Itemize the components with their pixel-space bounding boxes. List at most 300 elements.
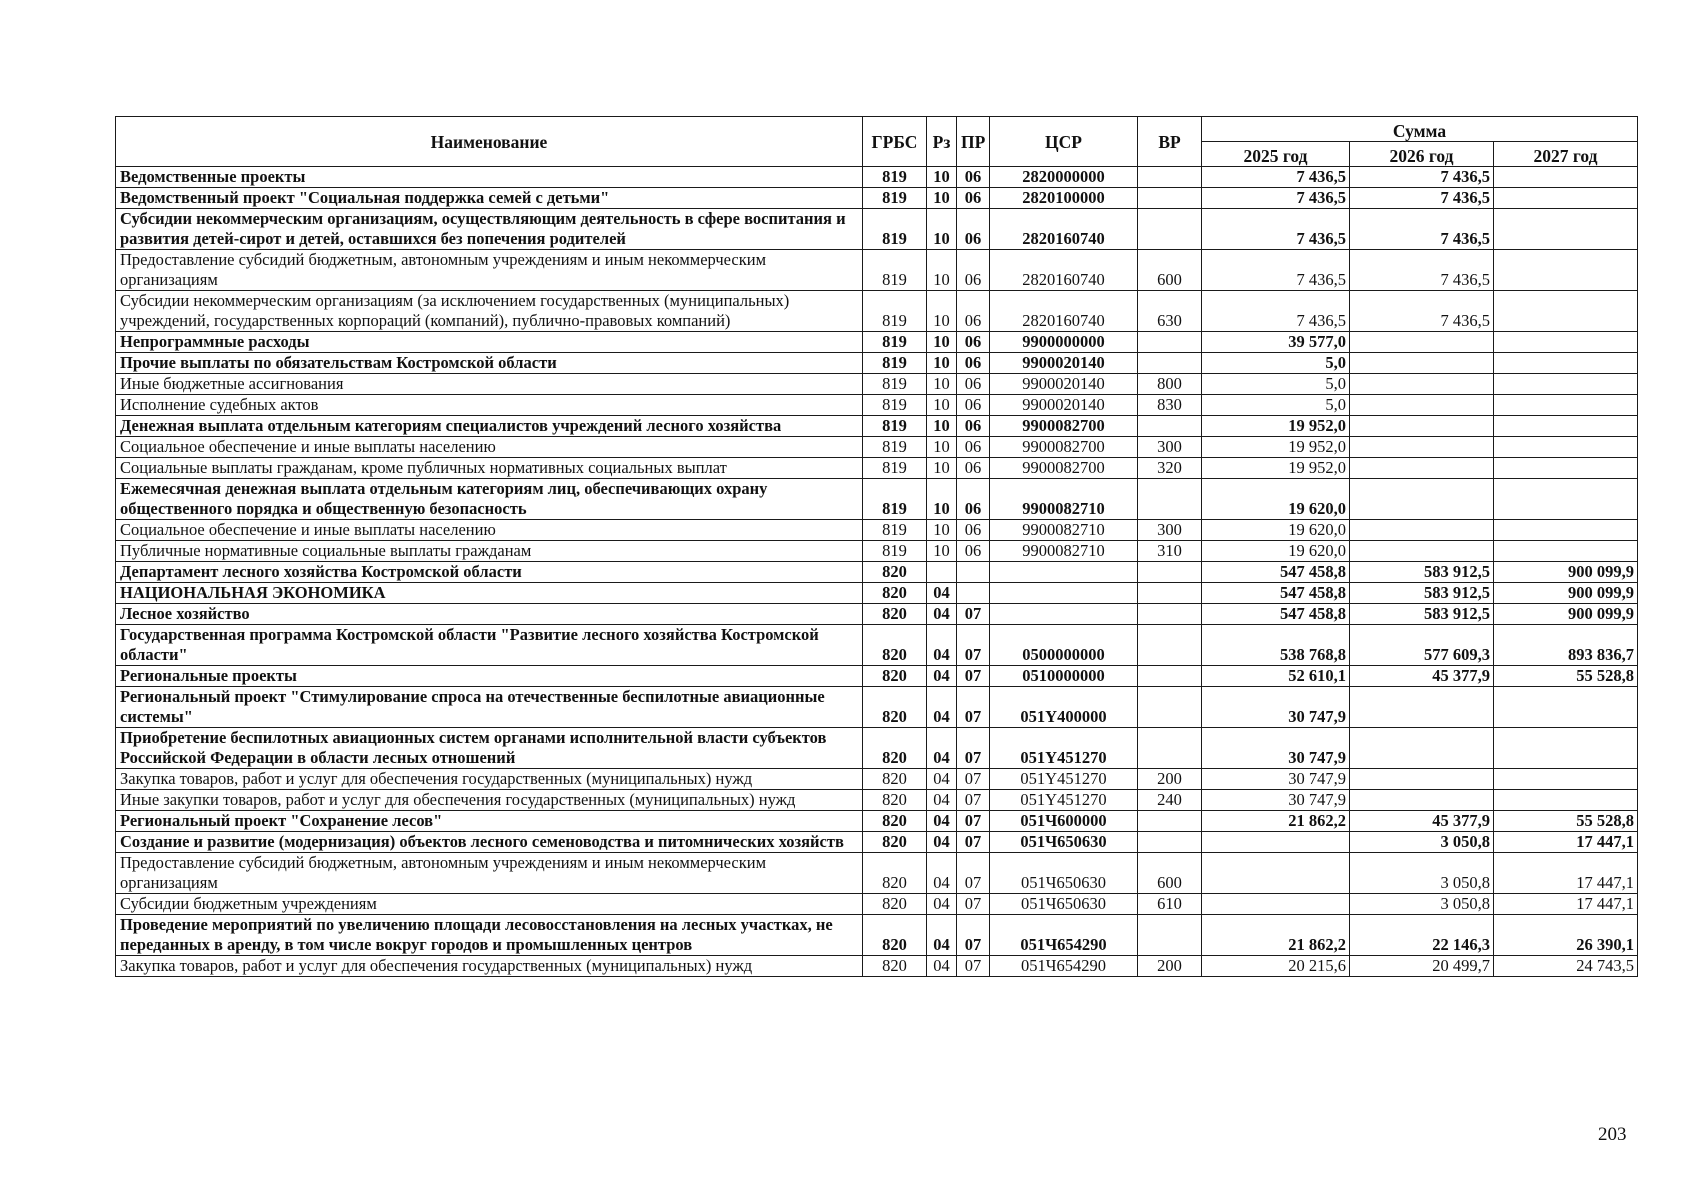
cell-name: Социальное обеспечение и иные выплаты населению: [116, 520, 863, 541]
cell-2025: [1202, 894, 1350, 915]
cell-name: Субсидии бюджетным учреждениям: [116, 894, 863, 915]
cell-2027: 26 390,1: [1494, 915, 1638, 956]
cell-2027: [1494, 353, 1638, 374]
cell-vr: 600: [1138, 853, 1202, 894]
cell-pr: 07: [957, 853, 990, 894]
cell-rz: 04: [927, 853, 957, 894]
page-number: 203: [1598, 1124, 1627, 1145]
cell-2025: [1202, 832, 1350, 853]
cell-grbs: 819: [863, 209, 927, 250]
cell-csr: 051Ч654290: [990, 915, 1138, 956]
cell-pr: 07: [957, 790, 990, 811]
cell-pr: 06: [957, 520, 990, 541]
cell-2026: 22 146,3: [1350, 915, 1494, 956]
cell-grbs: 819: [863, 416, 927, 437]
cell-2025: 21 862,2: [1202, 915, 1350, 956]
cell-2025: 5,0: [1202, 374, 1350, 395]
cell-pr: 06: [957, 332, 990, 353]
cell-name: Закупка товаров, работ и услуг для обеспечения государственных (муниципальных) нужд: [116, 769, 863, 790]
cell-pr: 06: [957, 479, 990, 520]
cell-2026: [1350, 374, 1494, 395]
header-rz: Рз: [927, 117, 957, 167]
cell-name: Предоставление субсидий бюджетным, автономным учреждениям и иным некоммерческим организациям: [116, 250, 863, 291]
table-row: [116, 790, 1638, 811]
cell-name: Ежемесячная денежная выплата отдельным категориям лиц, обеспечивающих охрану общественного порядка и общественную безопасность: [116, 479, 863, 520]
cell-2026: 45 377,9: [1350, 666, 1494, 687]
cell-vr: 300: [1138, 520, 1202, 541]
cell-rz: 04: [927, 583, 957, 604]
cell-2026: [1350, 541, 1494, 562]
cell-csr: 9900082700: [990, 416, 1138, 437]
cell-rz: 10: [927, 353, 957, 374]
cell-2025: 21 862,2: [1202, 811, 1350, 832]
header-year-2026: 2026 год: [1350, 142, 1494, 167]
cell-2025: 19 620,0: [1202, 479, 1350, 520]
cell-pr: 06: [957, 209, 990, 250]
cell-vr: [1138, 583, 1202, 604]
cell-2026: 3 050,8: [1350, 832, 1494, 853]
table-row: [116, 479, 1638, 520]
cell-pr: 06: [957, 374, 990, 395]
cell-rz: 04: [927, 956, 957, 977]
cell-vr: 630: [1138, 291, 1202, 332]
cell-grbs: 820: [863, 853, 927, 894]
cell-csr: 051Y451270: [990, 769, 1138, 790]
cell-rz: 10: [927, 395, 957, 416]
cell-2027: [1494, 479, 1638, 520]
cell-2026: 7 436,5: [1350, 209, 1494, 250]
table-header: [116, 117, 1638, 167]
cell-name: Субсидии некоммерческим организациям (за исключением государственных (муниципальных) учреждений, государственных корпораций (компаний), публично-правовых компаний): [116, 291, 863, 332]
cell-rz: 10: [927, 458, 957, 479]
cell-2026: 3 050,8: [1350, 853, 1494, 894]
cell-vr: [1138, 416, 1202, 437]
table-row: [116, 209, 1638, 250]
cell-2027: [1494, 541, 1638, 562]
cell-2026: 577 609,3: [1350, 625, 1494, 666]
cell-name: Государственная программа Костромской области "Развитие лесного хозяйства Костромской области": [116, 625, 863, 666]
cell-csr: 051Ч650630: [990, 894, 1138, 915]
cell-vr: 830: [1138, 395, 1202, 416]
table-row: [116, 853, 1638, 894]
cell-2025: 19 952,0: [1202, 416, 1350, 437]
cell-csr: 051Y451270: [990, 790, 1138, 811]
cell-name: Проведение мероприятий по увеличению площади лесовосстановления на лесных участках, не переданных в аренду, в том числе вокруг городов и промышленных центров: [116, 915, 863, 956]
cell-rz: 10: [927, 332, 957, 353]
cell-2025: 7 436,5: [1202, 188, 1350, 209]
cell-name: Социальные выплаты гражданам, кроме публичных нормативных социальных выплат: [116, 458, 863, 479]
cell-vr: [1138, 479, 1202, 520]
cell-2027: [1494, 687, 1638, 728]
cell-csr: [990, 604, 1138, 625]
cell-csr: 9900020140: [990, 374, 1138, 395]
cell-vr: [1138, 353, 1202, 374]
cell-name: Иные бюджетные ассигнования: [116, 374, 863, 395]
cell-2027: [1494, 209, 1638, 250]
cell-2026: [1350, 790, 1494, 811]
table-row: [116, 915, 1638, 956]
cell-name: НАЦИОНАЛЬНАЯ ЭКОНОМИКА: [116, 583, 863, 604]
cell-pr: 06: [957, 437, 990, 458]
cell-csr: 051Y400000: [990, 687, 1138, 728]
budget-table: [115, 116, 1638, 977]
cell-vr: [1138, 625, 1202, 666]
cell-2026: 7 436,5: [1350, 291, 1494, 332]
cell-rz: 10: [927, 437, 957, 458]
table-row: [116, 583, 1638, 604]
cell-rz: 10: [927, 291, 957, 332]
table-row: [116, 353, 1638, 374]
cell-2027: 893 836,7: [1494, 625, 1638, 666]
cell-name: Прочие выплаты по обязательствам Костромской области: [116, 353, 863, 374]
table-row: [116, 416, 1638, 437]
cell-2025: 538 768,8: [1202, 625, 1350, 666]
cell-pr: 06: [957, 250, 990, 291]
table-row: [116, 562, 1638, 583]
header-year-2027: 2027 год: [1494, 142, 1638, 167]
cell-rz: 04: [927, 894, 957, 915]
cell-rz: 04: [927, 915, 957, 956]
cell-rz: [927, 562, 957, 583]
cell-name: Исполнение судебных актов: [116, 395, 863, 416]
cell-2026: 7 436,5: [1350, 188, 1494, 209]
cell-2027: 900 099,9: [1494, 604, 1638, 625]
cell-2027: 900 099,9: [1494, 562, 1638, 583]
cell-vr: 320: [1138, 458, 1202, 479]
cell-grbs: 819: [863, 188, 927, 209]
table-row: [116, 769, 1638, 790]
cell-grbs: 819: [863, 353, 927, 374]
cell-grbs: 819: [863, 520, 927, 541]
cell-2027: [1494, 374, 1638, 395]
cell-rz: 10: [927, 188, 957, 209]
cell-name: Региональные проекты: [116, 666, 863, 687]
cell-2026: [1350, 437, 1494, 458]
cell-2026: [1350, 479, 1494, 520]
cell-name: Департамент лесного хозяйства Костромской области: [116, 562, 863, 583]
cell-grbs: 819: [863, 374, 927, 395]
table-body: [116, 167, 1638, 977]
cell-csr: 9900082710: [990, 520, 1138, 541]
cell-2027: 55 528,8: [1494, 666, 1638, 687]
cell-2027: [1494, 167, 1638, 188]
cell-vr: 600: [1138, 250, 1202, 291]
cell-rz: 04: [927, 666, 957, 687]
cell-2026: 7 436,5: [1350, 167, 1494, 188]
table-row: [116, 188, 1638, 209]
table-row: [116, 458, 1638, 479]
cell-pr: 06: [957, 167, 990, 188]
cell-grbs: 819: [863, 458, 927, 479]
cell-2027: [1494, 437, 1638, 458]
cell-2026: [1350, 769, 1494, 790]
header-csr: ЦСР: [990, 117, 1138, 167]
cell-csr: 051Ч650630: [990, 832, 1138, 853]
cell-rz: 04: [927, 687, 957, 728]
cell-grbs: 820: [863, 832, 927, 853]
cell-2026: 583 912,5: [1350, 583, 1494, 604]
cell-2025: 547 458,8: [1202, 583, 1350, 604]
cell-csr: 2820160740: [990, 250, 1138, 291]
cell-2025: 7 436,5: [1202, 209, 1350, 250]
cell-name: Публичные нормативные социальные выплаты гражданам: [116, 541, 863, 562]
cell-csr: 0500000000: [990, 625, 1138, 666]
cell-vr: [1138, 915, 1202, 956]
cell-2026: 583 912,5: [1350, 604, 1494, 625]
cell-2027: 900 099,9: [1494, 583, 1638, 604]
cell-grbs: 820: [863, 583, 927, 604]
cell-2025: 30 747,9: [1202, 790, 1350, 811]
cell-grbs: 819: [863, 541, 927, 562]
cell-2026: 583 912,5: [1350, 562, 1494, 583]
cell-name: Социальное обеспечение и иные выплаты населению: [116, 437, 863, 458]
cell-2025: 19 620,0: [1202, 541, 1350, 562]
cell-grbs: 819: [863, 395, 927, 416]
cell-2027: 17 447,1: [1494, 853, 1638, 894]
cell-2025: 547 458,8: [1202, 562, 1350, 583]
cell-pr: 07: [957, 832, 990, 853]
cell-csr: 051Ч654290: [990, 956, 1138, 977]
table-row: [116, 291, 1638, 332]
table-row: [116, 687, 1638, 728]
cell-grbs: 820: [863, 790, 927, 811]
cell-name: Лесное хозяйство: [116, 604, 863, 625]
cell-grbs: 819: [863, 250, 927, 291]
cell-2025: 5,0: [1202, 353, 1350, 374]
cell-2025: 19 620,0: [1202, 520, 1350, 541]
cell-vr: 800: [1138, 374, 1202, 395]
cell-csr: 0510000000: [990, 666, 1138, 687]
cell-grbs: 820: [863, 604, 927, 625]
cell-pr: 06: [957, 291, 990, 332]
cell-name: Региональный проект "Сохранение лесов": [116, 811, 863, 832]
cell-vr: [1138, 209, 1202, 250]
cell-pr: 07: [957, 915, 990, 956]
cell-pr: 07: [957, 625, 990, 666]
cell-vr: [1138, 728, 1202, 769]
cell-2025: 20 215,6: [1202, 956, 1350, 977]
cell-csr: 2820100000: [990, 188, 1138, 209]
cell-csr: 2820160740: [990, 291, 1138, 332]
cell-name: Приобретение беспилотных авиационных систем органами исполнительной власти субъектов Российской Федерации в области лесных отношений: [116, 728, 863, 769]
cell-csr: 051Ч650630: [990, 853, 1138, 894]
cell-pr: 06: [957, 541, 990, 562]
header-pr: ПР: [957, 117, 990, 167]
cell-name: Закупка товаров, работ и услуг для обеспечения государственных (муниципальных) нужд: [116, 956, 863, 977]
cell-name: Региональный проект "Стимулирование спроса на отечественные беспилотные авиационные системы": [116, 687, 863, 728]
cell-csr: 9900082700: [990, 437, 1138, 458]
cell-pr: 06: [957, 458, 990, 479]
cell-2026: 7 436,5: [1350, 250, 1494, 291]
table-row: [116, 250, 1638, 291]
cell-rz: 10: [927, 541, 957, 562]
cell-grbs: 819: [863, 479, 927, 520]
cell-2025: [1202, 853, 1350, 894]
cell-rz: 10: [927, 167, 957, 188]
cell-name: Ведомственный проект "Социальная поддержка семей с детьми": [116, 188, 863, 209]
cell-2027: 55 528,8: [1494, 811, 1638, 832]
cell-csr: 051Ч600000: [990, 811, 1138, 832]
header-name: Наименование: [116, 117, 863, 167]
cell-grbs: 820: [863, 625, 927, 666]
cell-2027: [1494, 728, 1638, 769]
cell-grbs: 819: [863, 332, 927, 353]
cell-rz: 04: [927, 832, 957, 853]
cell-2026: [1350, 687, 1494, 728]
cell-pr: 07: [957, 728, 990, 769]
cell-2027: [1494, 332, 1638, 353]
cell-grbs: 820: [863, 956, 927, 977]
cell-pr: 07: [957, 769, 990, 790]
cell-2026: [1350, 416, 1494, 437]
cell-vr: [1138, 811, 1202, 832]
table-row: [116, 541, 1638, 562]
table-row: [116, 894, 1638, 915]
cell-grbs: 820: [863, 915, 927, 956]
cell-grbs: 820: [863, 728, 927, 769]
cell-name: Денежная выплата отдельным категориям специалистов учреждений лесного хозяйства: [116, 416, 863, 437]
table-row: [116, 167, 1638, 188]
cell-2027: 17 447,1: [1494, 832, 1638, 853]
cell-vr: [1138, 188, 1202, 209]
cell-grbs: 820: [863, 687, 927, 728]
table-row: [116, 520, 1638, 541]
header-year-2025: 2025 год: [1202, 142, 1350, 167]
cell-2027: [1494, 458, 1638, 479]
cell-pr: 07: [957, 687, 990, 728]
cell-vr: [1138, 332, 1202, 353]
cell-2027: 24 743,5: [1494, 956, 1638, 977]
cell-pr: 07: [957, 604, 990, 625]
cell-pr: 06: [957, 416, 990, 437]
budget-table-sheet: [115, 116, 1637, 977]
table-row: [116, 374, 1638, 395]
cell-pr: 06: [957, 353, 990, 374]
cell-pr: [957, 562, 990, 583]
header-grbs: ГРБС: [863, 117, 927, 167]
cell-vr: 300: [1138, 437, 1202, 458]
cell-2027: [1494, 188, 1638, 209]
cell-rz: 10: [927, 416, 957, 437]
cell-vr: [1138, 167, 1202, 188]
cell-2027: [1494, 790, 1638, 811]
cell-pr: 07: [957, 666, 990, 687]
cell-2026: 20 499,7: [1350, 956, 1494, 977]
header-vr: ВР: [1138, 117, 1202, 167]
cell-vr: 240: [1138, 790, 1202, 811]
cell-csr: [990, 562, 1138, 583]
cell-name: Непрограммные расходы: [116, 332, 863, 353]
cell-2027: [1494, 416, 1638, 437]
cell-vr: [1138, 687, 1202, 728]
cell-rz: 10: [927, 250, 957, 291]
cell-vr: [1138, 666, 1202, 687]
header-summa: Сумма: [1202, 117, 1638, 142]
table-row: [116, 625, 1638, 666]
cell-2026: [1350, 332, 1494, 353]
cell-2026: 45 377,9: [1350, 811, 1494, 832]
cell-2025: 39 577,0: [1202, 332, 1350, 353]
cell-pr: [957, 583, 990, 604]
table-row: [116, 604, 1638, 625]
cell-grbs: 820: [863, 894, 927, 915]
cell-grbs: 820: [863, 666, 927, 687]
cell-name: Ведомственные проекты: [116, 167, 863, 188]
cell-2026: [1350, 520, 1494, 541]
cell-rz: 04: [927, 604, 957, 625]
cell-grbs: 819: [863, 167, 927, 188]
cell-csr: 9900082700: [990, 458, 1138, 479]
cell-2025: 52 610,1: [1202, 666, 1350, 687]
cell-csr: 9900082710: [990, 541, 1138, 562]
cell-rz: 10: [927, 209, 957, 250]
cell-vr: [1138, 832, 1202, 853]
cell-vr: 200: [1138, 956, 1202, 977]
cell-2025: 547 458,8: [1202, 604, 1350, 625]
cell-rz: 10: [927, 374, 957, 395]
cell-grbs: 820: [863, 811, 927, 832]
cell-vr: 610: [1138, 894, 1202, 915]
cell-rz: 04: [927, 811, 957, 832]
cell-rz: 04: [927, 769, 957, 790]
cell-2025: 19 952,0: [1202, 437, 1350, 458]
cell-csr: 9900000000: [990, 332, 1138, 353]
cell-rz: 10: [927, 520, 957, 541]
cell-2027: [1494, 395, 1638, 416]
cell-2027: [1494, 769, 1638, 790]
table-row: [116, 832, 1638, 853]
table-row: [116, 437, 1638, 458]
cell-pr: 06: [957, 188, 990, 209]
cell-rz: 04: [927, 790, 957, 811]
cell-csr: [990, 583, 1138, 604]
table-row: [116, 332, 1638, 353]
table-row: [116, 395, 1638, 416]
cell-2026: [1350, 458, 1494, 479]
cell-csr: 051Y451270: [990, 728, 1138, 769]
cell-pr: 07: [957, 956, 990, 977]
table-row: [116, 811, 1638, 832]
cell-vr: 310: [1138, 541, 1202, 562]
cell-2026: [1350, 395, 1494, 416]
cell-vr: 200: [1138, 769, 1202, 790]
cell-vr: [1138, 562, 1202, 583]
cell-csr: 9900082710: [990, 479, 1138, 520]
cell-pr: 07: [957, 811, 990, 832]
cell-2027: [1494, 250, 1638, 291]
cell-2026: 3 050,8: [1350, 894, 1494, 915]
cell-2025: 7 436,5: [1202, 167, 1350, 188]
cell-2025: 7 436,5: [1202, 250, 1350, 291]
cell-2025: 30 747,9: [1202, 687, 1350, 728]
cell-2025: 30 747,9: [1202, 769, 1350, 790]
cell-2027: [1494, 520, 1638, 541]
cell-rz: 04: [927, 625, 957, 666]
cell-2025: 7 436,5: [1202, 291, 1350, 332]
cell-pr: 06: [957, 395, 990, 416]
cell-csr: 9900020140: [990, 395, 1138, 416]
table-row: [116, 666, 1638, 687]
cell-rz: 10: [927, 479, 957, 520]
cell-name: Предоставление субсидий бюджетным, автономным учреждениям и иным некоммерческим организациям: [116, 853, 863, 894]
cell-csr: 2820160740: [990, 209, 1138, 250]
cell-2025: 19 952,0: [1202, 458, 1350, 479]
cell-name: Создание и развитие (модернизация) объектов лесного семеноводства и питомнических хозяйств: [116, 832, 863, 853]
cell-grbs: 819: [863, 437, 927, 458]
table-row: [116, 728, 1638, 769]
table-row: [116, 956, 1638, 977]
cell-csr: 9900020140: [990, 353, 1138, 374]
